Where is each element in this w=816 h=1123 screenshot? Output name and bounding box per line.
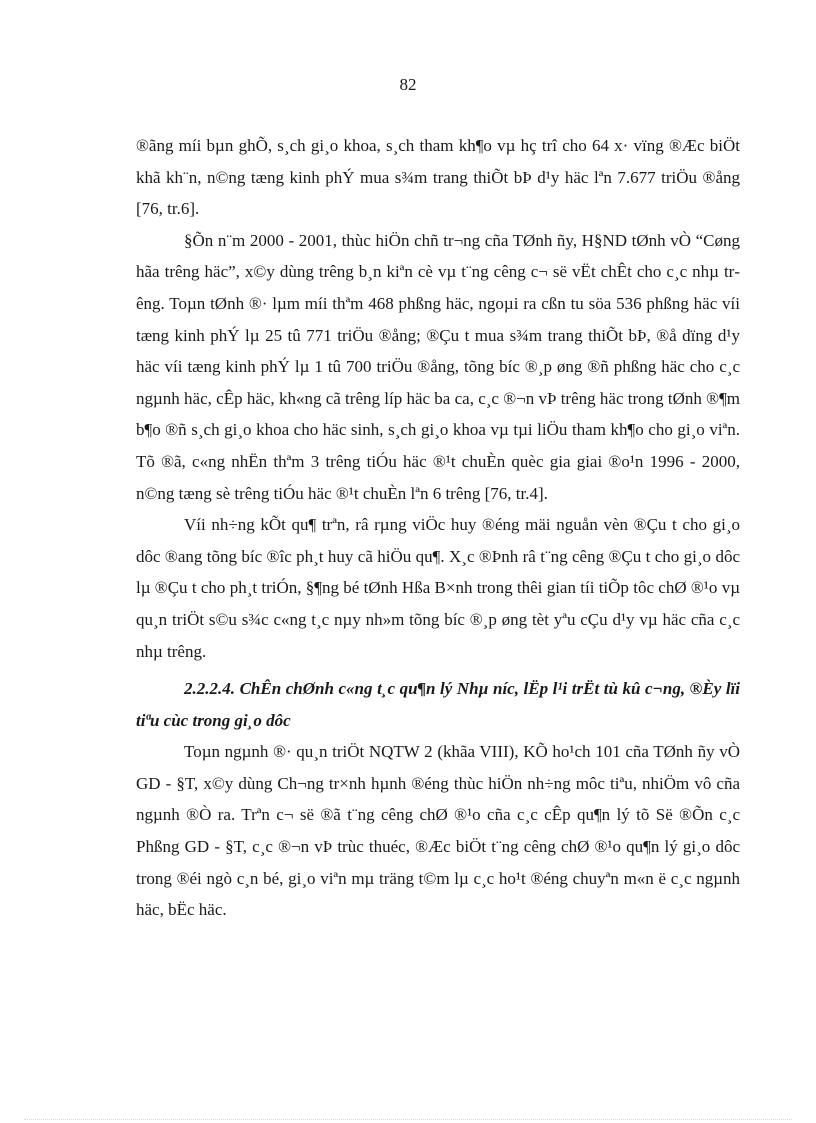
paragraph-continuation: ®ãng míi bµn ghÕ, s¸ch gi¸o khoa, s¸ch tham kh¶o vµ hç trî cho 64 x· vïng ®Æc biÖt khã kh¨n, n©ng tæng kinh phÝ mua s¾m trang thiÕt bÞ d¹y häc lªn 7.677 triÖu ®ång [76, tr.6]. xyxy=(136,136,740,219)
document-body xyxy=(136,130,740,926)
page-bottom-border xyxy=(24,1119,792,1120)
section-heading: 2.2.2.4. ChÊn chØnh c«ng t¸c qu¶n lý Nhµ níc, lËp l¹i trËt tù kû c¬ng, ®Èy lïi tiªu cùc trong gi¸o dôc xyxy=(136,679,740,730)
paragraph-investment-results: Víi nh÷ng kÕt qu¶ trªn, râ rµng viÖc huy ®éng mäi nguån vèn ®Çu t cho gi¸o dôc ®ang tõng bíc ®îc ph¸t huy cã hiÖu qu¶. X¸c ®Þnh râ t¨ng cêng ®Çu t cho gi¸o dôc lµ ®Çu t cho ph¸t triÓn, §¶ng bé tØnh Hßa B×nh trong thêi gian tíi tiÕp tôc chØ ®¹o vµ qu¸n triÖt s©u s¾c c«ng t¸c nµy nh»m tõng bíc ®¸p øng tèt yªu cÇu d¹y vµ häc cña c¸c nhµ trêng. xyxy=(136,515,740,661)
page-number: 82 xyxy=(399,75,417,94)
paragraph-management: Toµn ngµnh ®· qu¸n triÖt NQTW 2 (khãa VIII), KÕ ho¹ch 101 cña TØnh ñy vÒ GD - §T, x©y dùng Ch¬ng tr×nh hµnh ®éng thùc hiÖn nh÷ng môc tiªu, nhiÖm vô cña ngµnh ®Ò ra. Trªn c¬ së ®ã t¨ng cêng chØ ®¹o cña c¸c cÊp qu¶n lý tõ Së ®Õn c¸c Phßng GD - §T, c¸c ®¬n vÞ trùc thuéc, ®Æc biÖt t¨ng cêng chØ ®¹o qu¶n lý gi¸o dôc trong ®éi ngò c¸n bé, gi¸o viªn mµ träng t©m lµ c¸c ho¹t ®éng chuyªn m«n ë c¸c ngµnh häc, bËc häc. xyxy=(136,742,740,920)
paragraph-school-hardening: §Õn n¨m 2000 - 2001, thùc hiÖn chñ tr¬ng cña TØnh ñy, H§ND tØnh vÒ “Cøng hãa trêng häc”, x©y dùng trêng b¸n kiªn cè vµ t¨ng cêng c¬ së vËt chÊt cho c¸c nhµ trêng. Toµn tØnh ®· lµm míi thªm 468 phßng häc, ngoµi ra cßn tu söa 536 phßng häc víi tæng kinh phÝ lµ 25 tû 771 triÖu ®ång; ®Çu t mua s¾m trang thiÕt bÞ, ®å dïng d¹y häc víi tæng kinh phÝ lµ 1 tû 700 triÖu ®ång, tõng bíc ®¸p øng ®ñ phßng häc cho c¸c ngµnh häc, cÊp häc, kh«ng cã trêng líp häc ba ca, c¸c ®¬n vÞ trêng häc trong tØnh ®¶m b¶o ®ñ s¸ch gi¸o khoa cho häc sinh, s¸ch gi¸o khoa vµ tµi liÖu tham kh¶o cho gi¸o viªn. Tõ ®ã, c«ng nhËn thªm 3 trêng tiÓu häc ®¹t chuÈn quèc gia giai ®o¹n 1996 - 2000, n©ng tæng sè trêng tiÓu häc ®¹t chuÈn lªn 6 trêng [76, tr.4]. xyxy=(136,230,740,503)
